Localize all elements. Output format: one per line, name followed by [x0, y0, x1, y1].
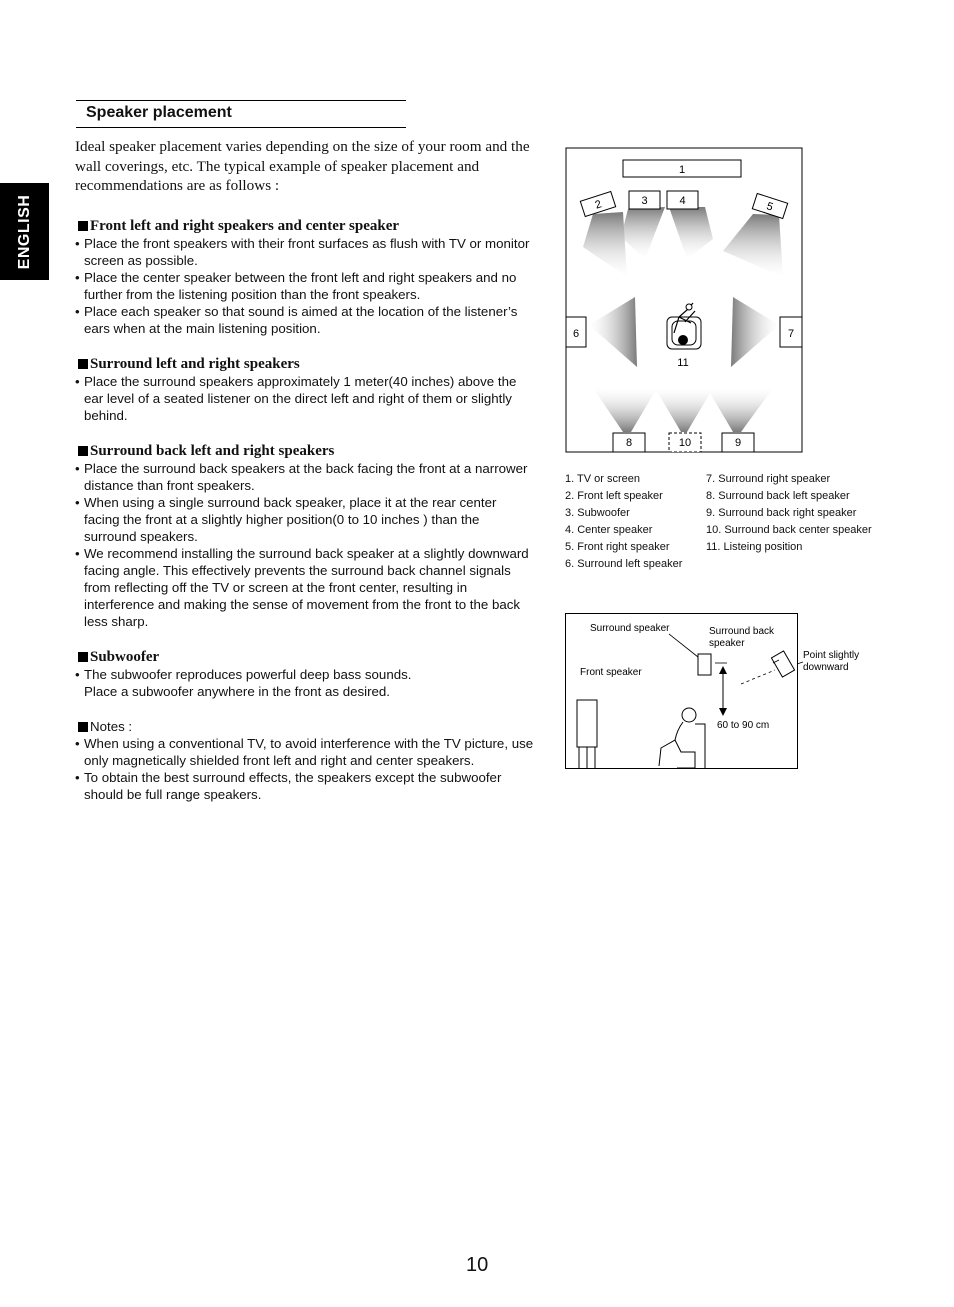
square-bullet-icon	[78, 722, 88, 732]
surround-bullets	[75, 373, 535, 424]
label-8: 8	[625, 437, 633, 449]
label-9: 9	[734, 437, 742, 449]
label-11: 11	[677, 357, 689, 369]
square-bullet-icon	[78, 359, 88, 369]
subwoofer-extra: Place a subwoofer anywhere in the front as desired.	[84, 683, 391, 699]
surround-back-label-2: speaker	[709, 638, 745, 649]
side-view-diagram	[565, 612, 869, 770]
list-item: • Place the surround speakers approximately 1 meter(40 inches) above the ear level of a seated listener on the direct left and right of them or slightly behind.	[75, 373, 535, 424]
front-bullets	[75, 235, 535, 337]
list-item: • We recommend installing the surround back speaker at a slightly downward facing angle. This effectively prevents the surround back channel signals from reflecting off the TV or screen at the front center, resulting in interference and making the sense of movement from the front to the back less sharp.	[75, 545, 535, 630]
surround-back-label-1: Surround back	[709, 626, 775, 637]
label-6: 6	[572, 328, 580, 340]
front-heading: Front left and right speakers and center speaker	[75, 217, 535, 235]
surround-heading: Surround left and right speakers	[75, 355, 535, 373]
legend-item: 5. Front right speaker	[565, 541, 670, 553]
surround-speaker-shape	[698, 654, 711, 675]
surround-speaker-label: Surround speaker	[590, 623, 670, 634]
notes-bullets	[75, 735, 535, 803]
front-speaker-label: Front speaker	[580, 667, 642, 678]
square-bullet-icon	[78, 446, 88, 456]
list-item: • Place the center speaker between the front left and right speakers and no further from the listening position than the front speakers.	[75, 269, 535, 303]
square-bullet-icon	[78, 221, 88, 231]
list-item: • Place each speaker so that sound is aimed at the location of the listener’s ears when at the main listening position.	[75, 303, 535, 337]
list-item: • To obtain the best surround effects, the speakers except the subwoofer should be full range speakers.	[75, 769, 535, 803]
legend-column-1	[565, 471, 705, 573]
height-label: 60 to 90 cm	[717, 720, 770, 731]
legend-item: 9. Surround back right speaker	[706, 507, 857, 519]
legend-item: 2. Front left speaker	[565, 490, 663, 502]
subwoofer-heading: Subwoofer	[75, 648, 535, 666]
legend-item: 10. Surround back center speaker	[706, 524, 872, 536]
legend-item: 3. Subwoofer	[565, 507, 630, 519]
legend-item: 8. Surround back left speaker	[706, 490, 850, 502]
legend-column-2	[706, 471, 896, 556]
label-1: 1	[678, 164, 686, 176]
body-column	[75, 137, 535, 803]
legend-item: 4. Center speaker	[565, 524, 653, 536]
square-bullet-icon	[78, 652, 88, 662]
point-label-1: Point slightly	[803, 650, 860, 661]
legend-item: 11. Listeing position	[706, 541, 803, 553]
label-2: 2	[593, 198, 604, 212]
list-item: • Place the surround back speakers at the back facing the front at a narrower distance than front speakers.	[75, 460, 535, 494]
label-5: 5	[764, 200, 775, 214]
speaker-layout-diagram	[565, 147, 803, 455]
page-number: 10	[466, 1254, 489, 1276]
legend-item: 6. Surround left speaker	[565, 558, 683, 570]
legend-item: 1. TV or screen	[565, 473, 640, 485]
list-item: • The subwoofer reproduces powerful deep bass sounds.	[75, 666, 535, 683]
list-item: • Place the front speakers with their front surfaces as flush with TV or monitor screen as possible.	[75, 235, 535, 269]
subwoofer-bullets	[75, 666, 535, 683]
label-10: 10	[678, 437, 692, 449]
list-item: • When using a conventional TV, to avoid interference with the TV picture, use only magnetically shielded front left and right and center speakers.	[75, 735, 535, 769]
intro-paragraph: Ideal speaker placement varies depending on the size of your room and the wall coverings, etc. The typical example of speaker placement and recommendations are as follows :	[75, 138, 530, 194]
point-label-2: downward	[803, 662, 849, 673]
list-item: • When using a single surround back speaker, place it at the rear center facing the front at a slightly higher position(0 to 10 inches ) than the surround speakers.	[75, 494, 535, 545]
surround-back-heading: Surround back left and right speakers	[75, 442, 535, 460]
legend-item: 7. Surround right speaker	[706, 473, 831, 485]
label-3: 3	[641, 195, 648, 207]
surround-back-bullets	[75, 460, 535, 630]
label-4: 4	[679, 195, 686, 207]
label-7: 7	[787, 328, 795, 340]
section-title-text: Speaker placement	[86, 104, 232, 121]
language-tab-label: ENGLISH	[15, 194, 33, 269]
section-title	[76, 100, 406, 128]
notes-heading: Notes :	[75, 718, 535, 735]
language-tab	[0, 183, 49, 280]
